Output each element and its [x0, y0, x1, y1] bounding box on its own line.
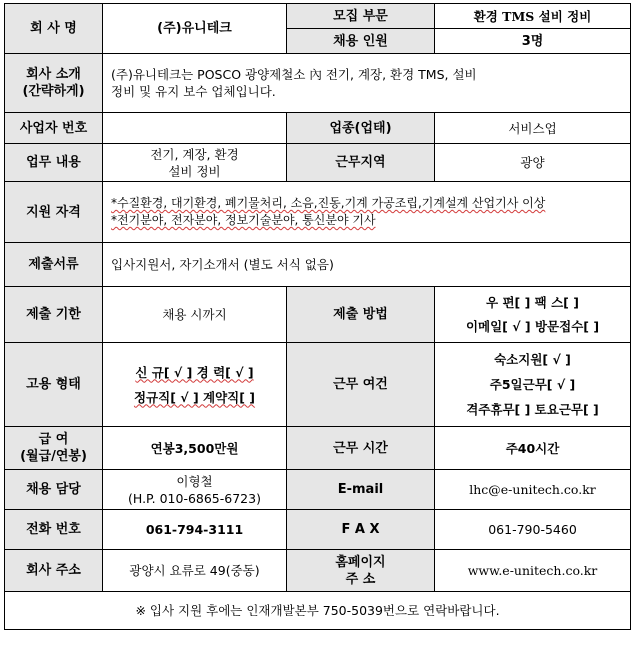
- work-area-label: 근무지역: [287, 144, 435, 182]
- duties-label: 업무 내용: [5, 144, 103, 182]
- employment-line-1: 신 규[ √ ] 경 력[ √ ]: [135, 364, 254, 380]
- intro-line-1: (주)유니테크는 POSCO 광양제철소 內 전기, 계장, 환경 TMS, 설비: [111, 67, 477, 82]
- job-posting-table: [4, 3, 631, 630]
- submit-method-label: 제출 방법: [287, 287, 435, 343]
- salary-label: [5, 427, 103, 470]
- documents-label: 제출서류: [5, 243, 103, 287]
- company-value: (주)유니테크: [103, 4, 287, 54]
- homepage-label-line-1: 홈페이지: [335, 554, 386, 570]
- documents-value: 입사지원서, 자기소개서 (별도 서식 없음): [103, 243, 631, 287]
- recruit-field-value: 환경 TMS 설비 정비: [435, 4, 631, 29]
- deadline-label: 제출 기한: [5, 287, 103, 343]
- email-value: lhc@e-unitech.co.kr: [435, 470, 631, 510]
- qualification-value: [103, 182, 631, 243]
- contact-name: 이형철: [176, 473, 213, 489]
- submit-method-line-2: 이메일[ √ ] 방문접수[ ]: [465, 319, 600, 334]
- intro-label-line-2: (간략하게): [22, 84, 85, 99]
- homepage-label: [287, 550, 435, 592]
- email-label: E-mail: [287, 470, 435, 510]
- duties-line-1: 전기, 계장, 환경: [150, 146, 239, 162]
- intro-label-line-1: 회사 소개: [26, 67, 81, 82]
- address-label: 회사 주소: [5, 550, 103, 592]
- salary-label-line-1: 급 여: [38, 432, 69, 447]
- employment-label: 고용 형태: [5, 343, 103, 427]
- biz-no-label: 사업자 번호: [5, 113, 103, 144]
- conditions-value: [435, 343, 631, 427]
- biz-no-value: [103, 113, 287, 144]
- employment-value: [103, 343, 287, 427]
- industry-label: 업종(업태): [287, 113, 435, 144]
- headcount-value: 3명: [435, 29, 631, 54]
- salary-label-line-2: (월급/연봉): [20, 449, 87, 464]
- phone-value: 061-794-3111: [103, 510, 287, 550]
- qualification-line-2: *전기분야, 전자분야, 정보기술분야, 통신분야 기사: [111, 213, 376, 227]
- submit-method-value: [435, 287, 631, 343]
- conditions-line-2: 주5일근무[ √ ]: [489, 377, 576, 392]
- recruit-field-label: 모집 부문: [287, 4, 435, 29]
- contact-phone: (H.P. 010-6865-6723): [128, 490, 261, 506]
- conditions-line-3: 격주휴무[ ] 토요근무[ ]: [466, 402, 599, 417]
- submit-method-line-1: 우 편[ ] 팩 스[ ]: [486, 295, 579, 310]
- work-hours-value: 주40시간: [435, 427, 631, 470]
- conditions-label: 근무 여건: [287, 343, 435, 427]
- intro-value: [103, 54, 631, 113]
- qualification-line-1: *수질환경, 대기환경, 폐기물처리, 소음,진동,기계 가공조립,기계설계 산업기사 이상: [111, 196, 546, 210]
- qualification-label: 지원 자격: [5, 182, 103, 243]
- industry-value: 서비스업: [435, 113, 631, 144]
- salary-value: 연봉3,500만원: [103, 427, 287, 470]
- work-area-value: 광양: [435, 144, 631, 182]
- footer-note: ※ 입사 지원 후에는 인재개발본부 750-5039번으로 연락바랍니다.: [5, 592, 631, 630]
- contact-label: 채용 담당: [5, 470, 103, 510]
- company-label: 회 사 명: [5, 4, 103, 54]
- duties-line-2: 설비 정비: [168, 163, 221, 179]
- contact-value: [103, 470, 287, 510]
- address-value: 광양시 요류로 49(중동): [103, 550, 287, 592]
- deadline-value: 채용 시까지: [103, 287, 287, 343]
- work-hours-label: 근무 시간: [287, 427, 435, 470]
- intro-line-2: 정비 및 유지 보수 업체입니다.: [111, 84, 276, 99]
- homepage-value: www.e-unitech.co.kr: [435, 550, 631, 592]
- intro-label: [5, 54, 103, 113]
- phone-label: 전화 번호: [5, 510, 103, 550]
- fax-value: 061-790-5460: [435, 510, 631, 550]
- duties-value: [103, 144, 287, 182]
- fax-label: F A X: [287, 510, 435, 550]
- headcount-label: 채용 인원: [287, 29, 435, 54]
- conditions-line-1: 숙소지원[ √ ]: [494, 352, 571, 367]
- employment-line-2: 정규직[ √ ] 계약직[ ]: [133, 389, 256, 405]
- homepage-label-line-2: 주 소: [345, 571, 376, 587]
